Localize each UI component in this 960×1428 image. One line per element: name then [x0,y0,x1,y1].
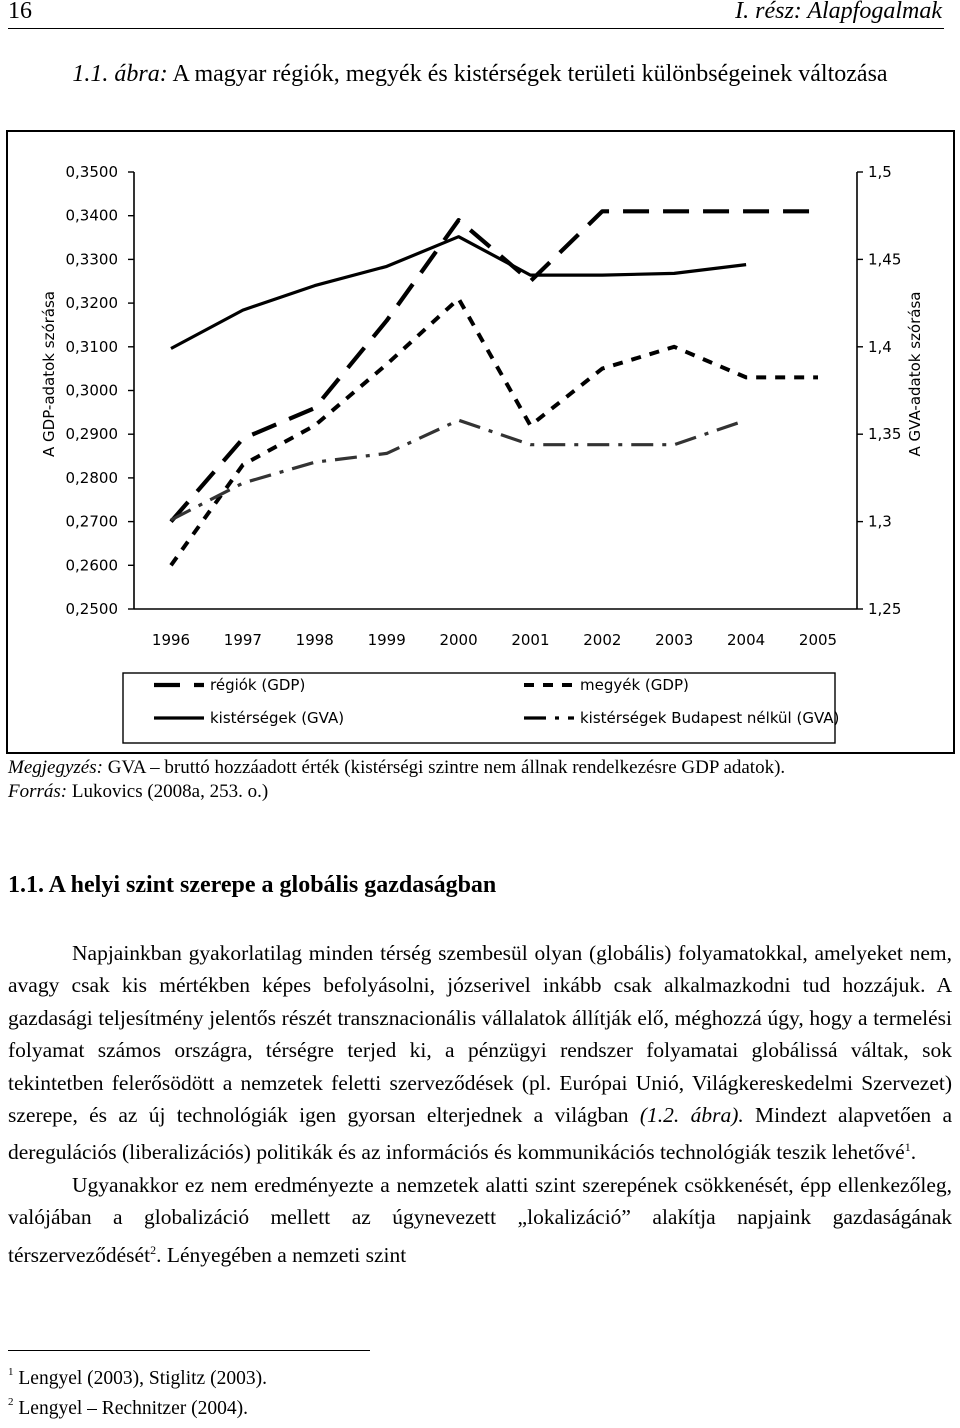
legend-label: kistérségek Budapest nélkül (GVA) [580,709,840,727]
section-title: 1.1. A helyi szint szerepe a globális gazdaságban [8,872,497,898]
x-tick-label: 1999 [367,631,406,649]
source-label: Forrás: [8,781,68,802]
running-title: I. rész: Alapfogalmak [735,0,942,24]
y-left-tick-label: 0,2500 [65,600,118,618]
paragraph-2 [8,1169,952,1271]
footnote-marker-1: 1 [904,1140,911,1155]
figure-caption [0,58,960,90]
y-right-tick-label: 1,3 [868,512,892,531]
y-left-tick-label: 0,3300 [65,250,118,269]
footnote-marker-2: 2 [150,1242,157,1257]
note-label: Megjegyzés: [8,757,103,778]
footnote-text: Lengyel (2003), Stiglitz (2003). [18,1368,267,1389]
footnote-text: Lengyel – Rechnitzer (2004). [18,1398,248,1419]
footnote-number: 2 [8,1396,14,1408]
paragraph-1-text-c: . [910,1140,917,1165]
y-axis-left-label: A GDP-adatok szórása [40,291,58,457]
figure-note [8,756,785,804]
paragraph-2-text-a: Ugyanakkor ez nem eredményezte a nemzetek alatti szint szerepének csökkenését, épp ellenkezőleg, valójában a globalizáció mellett az úgynevezett „lokalizáció” alakítja napjaink gazdaságának térszerveződését [8,1173,952,1267]
y-axis-right-label: A GVA-adatok szórása [906,291,924,457]
note-line [8,756,785,780]
y-left-tick-label: 0,2600 [65,556,118,575]
x-tick-label: 2000 [439,631,478,649]
source-text: Lukovics (2008a, 253. o.) [71,781,269,802]
figure-caption-label: 1.1. ábra: [72,61,168,87]
footnote-number: 1 [8,1366,14,1378]
y-left-tick-label: 0,3000 [65,381,118,400]
y-left-tick-label: 0,2700 [65,512,118,531]
y-left-tick-label: 0,3200 [65,294,118,313]
legend-label: kistérségek (GVA) [210,709,345,727]
x-tick-label: 2003 [655,631,694,649]
y-left-tick-label: 0,3100 [65,337,118,356]
y-right-tick-label: 1,35 [868,425,902,444]
y-right-tick-label: 1,4 [868,337,892,356]
x-tick-label: 1998 [295,631,334,649]
y-left-tick-label: 0,2800 [65,468,118,487]
y-left-tick-label: 0,3500 [65,163,118,181]
footnote [8,1398,248,1420]
paragraph-2-text-b: . Lényegében a nemzeti szint [156,1242,407,1267]
paragraph-1 [8,937,952,1169]
paragraph-1-text-b: Mindezt alapvetően a deregulációs (liberalizációs) politikák és az információs és kommunikációs technológiák teszik lehetővé [8,1103,952,1165]
chart-frame [7,131,954,753]
note-text: GVA – bruttó hozzáadott érték (kistérségi szintre nem állnak rendelkezésre GDP adatok). [107,757,786,778]
paragraph-1-text-a: Napjainkban gyakorlatilag minden térség szembesül olyan (globális) folyamatokkal, amelyeket nem, avagy csak kis mértékben képes befolyásolni, józserivel inkább csak alkalmazkodni tud hozzájuk. A gazdasági teljesítmény jelentős részét transznacionális vállalatok állítják elő, méghozzá úgy, hogy a termelési folyamat számos országra, térségre terjed ki, a pénzügyi rendszer folyamatai globálissá váltak, sok tekintetben felerősödött a nemzetek feletti szerveződések (pl. Európai Unió, Világkereskedelmi Szervezet) szerepe, és az új technológiák igen gyorsan elterjednek a világban [8,941,952,1128]
header-rule [8,28,944,29]
y-left-tick-label: 0,3400 [65,206,118,225]
source-line [8,780,785,804]
y-right-tick-label: 1,25 [868,600,902,618]
page-number: 16 [8,0,32,24]
legend-label: régiók (GDP) [210,676,306,694]
x-tick-label: 2001 [511,631,550,649]
body-text [8,937,952,1271]
figure-caption-text: A magyar régiók, megyék és kistérségek területi különbségeinek változása [172,61,888,87]
y-right-tick-label: 1,5 [868,163,892,181]
y-right-tick-label: 1,45 [868,250,902,269]
x-tick-label: 1996 [151,631,191,649]
footnote-rule [8,1350,370,1351]
legend-label: megyék (GDP) [580,676,689,694]
chart [6,130,956,754]
y-left-tick-label: 0,2900 [65,425,118,444]
figure-reference: (1.2. ábra). [639,1103,744,1128]
footnote [8,1368,267,1390]
x-tick-label: 2002 [583,631,622,649]
x-tick-label: 1997 [223,631,262,649]
x-tick-label: 2004 [727,631,766,649]
x-tick-label: 2005 [798,631,838,649]
